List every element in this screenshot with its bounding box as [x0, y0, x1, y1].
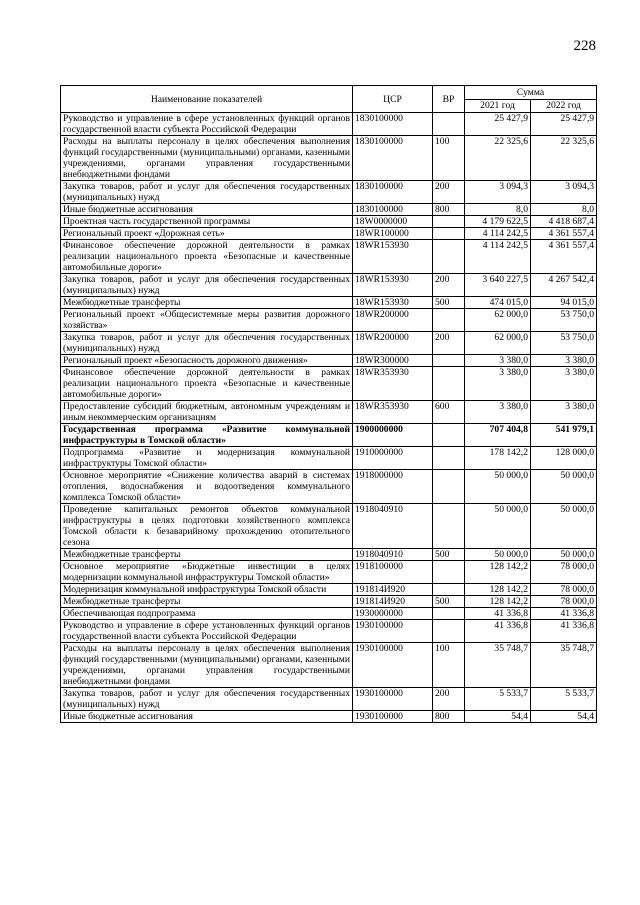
table-row [61, 297, 597, 309]
row-sum-2021-cell: 50 000,0 [465, 504, 531, 549]
row-sum-2022-cell: 4 418 687,4 [531, 216, 597, 228]
row-sum-2021-cell: 474 015,0 [465, 297, 531, 309]
row-sum-2021-cell: 178 142,2 [465, 447, 531, 470]
row-vr-cell: 100 [433, 643, 465, 688]
row-sum-2021-cell: 3 640 227,5 [465, 274, 531, 297]
row-csr-cell: 1918100000 [353, 561, 433, 584]
row-csr-cell: 18WR200000 [353, 309, 433, 332]
row-sum-2021-cell: 41 336,8 [465, 620, 531, 643]
table-row [61, 504, 597, 549]
row-vr-cell [433, 355, 465, 367]
row-sum-2022-cell: 541 979,1 [531, 424, 597, 447]
row-sum-2022-cell: 4 361 557,4 [531, 240, 597, 274]
row-vr-cell [433, 584, 465, 596]
row-sum-2022-cell: 4 267 542,4 [531, 274, 597, 297]
row-vr-cell [433, 608, 465, 620]
row-name-cell: Обеспечивающая подпрограмма [61, 608, 353, 620]
row-name-cell: Финансовое обеспечение дорожной деятельности в рамках реализации национального проекта «Безопасные и качественные автомобильные дороги» [61, 240, 353, 274]
row-csr-cell: 1910000000 [353, 447, 433, 470]
row-sum-2022-cell: 50 000,0 [531, 504, 597, 549]
row-name-cell: Иные бюджетные ассигнования [61, 204, 353, 216]
table-row [61, 181, 597, 204]
row-name-cell: Межбюджетные трансферты [61, 297, 353, 309]
table-row [61, 608, 597, 620]
header-name: Наименование показателей [61, 86, 353, 113]
row-csr-cell: 1830100000 [353, 113, 433, 136]
row-sum-2022-cell: 53 750,0 [531, 332, 597, 355]
row-name-cell: Закупка товаров, работ и услуг для обеспечения государственных (муниципальных) нужд [61, 181, 353, 204]
row-csr-cell: 18WR153930 [353, 274, 433, 297]
row-csr-cell: 18WR300000 [353, 355, 433, 367]
header-vr: ВР [433, 86, 465, 113]
table-row [61, 401, 597, 424]
table-row [61, 447, 597, 470]
row-sum-2021-cell: 128 142,2 [465, 561, 531, 584]
row-sum-2021-cell: 3 380,0 [465, 367, 531, 401]
row-sum-2022-cell: 54,4 [531, 711, 597, 723]
table-row [61, 620, 597, 643]
row-csr-cell: 18WR153930 [353, 297, 433, 309]
header-year-2021: 2021 год [465, 99, 531, 113]
row-sum-2021-cell: 4 114 242,5 [465, 228, 531, 240]
row-csr-cell: 18WR200000 [353, 332, 433, 355]
row-sum-2022-cell: 4 361 557,4 [531, 228, 597, 240]
row-sum-2022-cell: 25 427,9 [531, 113, 597, 136]
table-row [61, 584, 597, 596]
row-vr-cell: 800 [433, 711, 465, 723]
row-csr-cell: 18WR100000 [353, 228, 433, 240]
table-row [61, 204, 597, 216]
table-row [61, 596, 597, 608]
row-vr-cell: 200 [433, 688, 465, 711]
row-sum-2022-cell: 50 000,0 [531, 470, 597, 504]
row-csr-cell: 18WR353930 [353, 401, 433, 424]
table-row [61, 367, 597, 401]
row-name-cell: Проведение капитальных ремонтов объектов коммунальной инфраструктуры в целях подготовки хозяйственного комплекса Томской области к безаварийному прохождению отопительного сезона [61, 504, 353, 549]
row-name-cell: Модернизация коммунальной инфраструктуры Томской области [61, 584, 353, 596]
row-sum-2021-cell: 41 336,8 [465, 608, 531, 620]
row-csr-cell: 18WR353930 [353, 367, 433, 401]
page-number: 228 [573, 38, 596, 54]
row-sum-2021-cell: 4 114 242,5 [465, 240, 531, 274]
row-sum-2021-cell: 54,4 [465, 711, 531, 723]
row-name-cell: Закупка товаров, работ и услуг для обеспечения государственных (муниципальных) нужд [61, 332, 353, 355]
row-name-cell: Региональный проект «Дорожная сеть» [61, 228, 353, 240]
row-vr-cell [433, 424, 465, 447]
row-csr-cell: 1900000000 [353, 424, 433, 447]
row-sum-2021-cell: 5 533,7 [465, 688, 531, 711]
row-csr-cell: 1830100000 [353, 136, 433, 181]
row-vr-cell [433, 470, 465, 504]
budget-table [60, 85, 597, 723]
row-name-cell: Проектная часть государственной программы [61, 216, 353, 228]
row-sum-2021-cell: 22 325,6 [465, 136, 531, 181]
row-name-cell: Межбюджетные трансферты [61, 596, 353, 608]
row-vr-cell [433, 228, 465, 240]
row-sum-2022-cell: 50 000,0 [531, 549, 597, 561]
row-sum-2022-cell: 53 750,0 [531, 309, 597, 332]
row-vr-cell [433, 240, 465, 274]
row-sum-2022-cell: 78 000,0 [531, 584, 597, 596]
row-sum-2021-cell: 3 094,3 [465, 181, 531, 204]
row-sum-2022-cell: 78 000,0 [531, 561, 597, 584]
row-name-cell: Расходы на выплаты персоналу в целях обеспечения выполнения функций государственными (муниципальными) органами, казенными учреждениями, органами управления государственными внебюджетными фондами [61, 136, 353, 181]
row-csr-cell: 1930100000 [353, 643, 433, 688]
row-vr-cell: 500 [433, 549, 465, 561]
row-vr-cell [433, 447, 465, 470]
row-vr-cell: 500 [433, 297, 465, 309]
row-sum-2022-cell: 8,0 [531, 204, 597, 216]
row-sum-2021-cell: 35 748,7 [465, 643, 531, 688]
row-csr-cell: 18WR153930 [353, 240, 433, 274]
row-sum-2022-cell: 3 380,0 [531, 367, 597, 401]
row-name-cell: Основное мероприятие «Бюджетные инвестиции в целях модернизации коммунальной инфраструктуры Томской области» [61, 561, 353, 584]
row-name-cell: Государственная программа «Развитие коммунальной инфраструктуры в Томской области» [61, 424, 353, 447]
table-row [61, 470, 597, 504]
row-name-cell: Предоставление субсидий бюджетным, автономным учреждениям и иным некоммерческим организациям [61, 401, 353, 424]
table-row [61, 332, 597, 355]
row-sum-2021-cell: 62 000,0 [465, 309, 531, 332]
header-csr: ЦСР [353, 86, 433, 113]
row-vr-cell: 100 [433, 136, 465, 181]
table-row [61, 216, 597, 228]
row-vr-cell [433, 216, 465, 228]
table-row [61, 688, 597, 711]
row-vr-cell: 200 [433, 181, 465, 204]
row-name-cell: Региональный проект «Безопасность дорожного движения» [61, 355, 353, 367]
table-row [61, 643, 597, 688]
row-vr-cell: 800 [433, 204, 465, 216]
table-row [61, 136, 597, 181]
row-sum-2022-cell: 128 000,0 [531, 447, 597, 470]
row-vr-cell: 200 [433, 332, 465, 355]
row-vr-cell [433, 367, 465, 401]
row-name-cell: Руководство и управление в сфере установленных функций органов государственной власти субъекта Российской Федерации [61, 620, 353, 643]
row-sum-2022-cell: 35 748,7 [531, 643, 597, 688]
row-csr-cell: 1930100000 [353, 688, 433, 711]
row-sum-2022-cell: 3 380,0 [531, 355, 597, 367]
table-row [61, 424, 597, 447]
row-csr-cell: 1918000000 [353, 470, 433, 504]
table-row [61, 240, 597, 274]
row-sum-2021-cell: 62 000,0 [465, 332, 531, 355]
row-name-cell: Межбюджетные трансферты [61, 549, 353, 561]
row-vr-cell [433, 561, 465, 584]
row-sum-2022-cell: 94 015,0 [531, 297, 597, 309]
row-sum-2021-cell: 50 000,0 [465, 549, 531, 561]
row-csr-cell: 1930100000 [353, 620, 433, 643]
row-sum-2022-cell: 78 000,0 [531, 596, 597, 608]
table-row [61, 711, 597, 723]
table-row [61, 549, 597, 561]
row-vr-cell: 200 [433, 274, 465, 297]
row-vr-cell [433, 504, 465, 549]
table-row [61, 113, 597, 136]
row-vr-cell [433, 309, 465, 332]
table-body [61, 113, 597, 723]
row-csr-cell: 1918040910 [353, 504, 433, 549]
row-name-cell: Закупка товаров, работ и услуг для обеспечения государственных (муниципальных) нужд [61, 274, 353, 297]
table-row [61, 561, 597, 584]
row-sum-2021-cell: 707 404,8 [465, 424, 531, 447]
row-sum-2022-cell: 41 336,8 [531, 608, 597, 620]
table-row [61, 309, 597, 332]
table-row [61, 274, 597, 297]
row-csr-cell: 1830100000 [353, 181, 433, 204]
header-sum: Сумма [465, 86, 597, 100]
row-sum-2021-cell: 25 427,9 [465, 113, 531, 136]
row-csr-cell: 1930000000 [353, 608, 433, 620]
row-sum-2021-cell: 3 380,0 [465, 355, 531, 367]
row-name-cell: Иные бюджетные ассигнования [61, 711, 353, 723]
row-name-cell: Расходы на выплаты персоналу в целях обеспечения выполнения функций государственными (муниципальными) органами, казенными учреждениями, органами управления государственными внебюджетными фондами [61, 643, 353, 688]
row-sum-2021-cell: 128 142,2 [465, 584, 531, 596]
row-sum-2021-cell: 50 000,0 [465, 470, 531, 504]
row-sum-2022-cell: 3 094,3 [531, 181, 597, 204]
row-sum-2022-cell: 5 533,7 [531, 688, 597, 711]
row-vr-cell [433, 620, 465, 643]
row-sum-2022-cell: 3 380,0 [531, 401, 597, 424]
row-name-cell: Закупка товаров, работ и услуг для обеспечения государственных (муниципальных) нужд [61, 688, 353, 711]
row-vr-cell: 500 [433, 596, 465, 608]
row-sum-2021-cell: 128 142,2 [465, 596, 531, 608]
row-sum-2022-cell: 41 336,8 [531, 620, 597, 643]
row-csr-cell: 18W0000000 [353, 216, 433, 228]
row-name-cell: Основное мероприятие «Снижение количества аварий в системах отопления, водоснабжения и водоотведения коммунального комплекса Томской области» [61, 470, 353, 504]
row-sum-2021-cell: 3 380,0 [465, 401, 531, 424]
row-name-cell: Руководство и управление в сфере установленных функций органов государственной власти субъекта Российской Федерации [61, 113, 353, 136]
table-row [61, 228, 597, 240]
table-row [61, 355, 597, 367]
row-name-cell: Региональный проект «Общесистемные меры развития дорожного хозяйства» [61, 309, 353, 332]
row-vr-cell: 600 [433, 401, 465, 424]
row-vr-cell [433, 113, 465, 136]
row-csr-cell: 191814И920 [353, 584, 433, 596]
row-csr-cell: 1930100000 [353, 711, 433, 723]
row-sum-2022-cell: 22 325,6 [531, 136, 597, 181]
row-csr-cell: 1918040910 [353, 549, 433, 561]
row-name-cell: Финансовое обеспечение дорожной деятельности в рамках реализации национального проекта «Безопасные и качественные автомобильные дороги» [61, 367, 353, 401]
header-year-2022: 2022 год [531, 99, 597, 113]
row-name-cell: Подпрограмма «Развитие и модернизация коммунальной инфраструктуры Томской области» [61, 447, 353, 470]
row-csr-cell: 191814И920 [353, 596, 433, 608]
row-csr-cell: 1830100000 [353, 204, 433, 216]
row-sum-2021-cell: 4 179 622,5 [465, 216, 531, 228]
row-sum-2021-cell: 8,0 [465, 204, 531, 216]
